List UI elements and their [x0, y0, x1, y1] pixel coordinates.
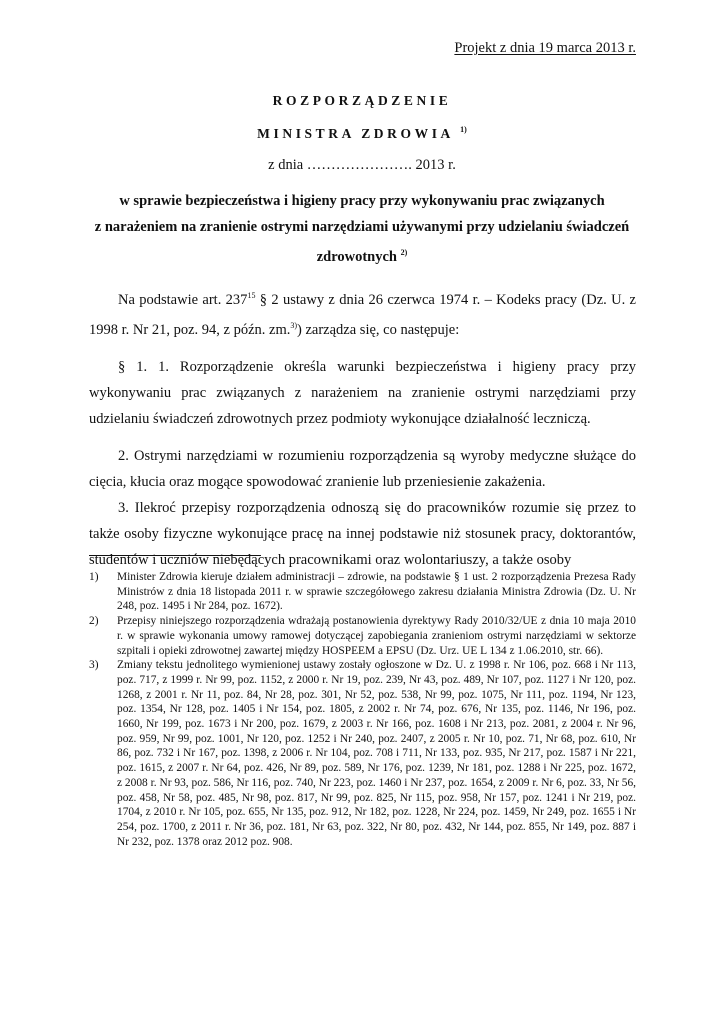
legal-basis-paragraph — [89, 283, 636, 343]
document-body — [89, 283, 636, 573]
subject-line-3-text: zdrowotnych — [316, 249, 397, 265]
subject-heading — [80, 188, 644, 270]
legal-basis-text-1: Na podstawie art. 237 — [118, 292, 248, 308]
issuer-heading — [0, 125, 724, 142]
paragraph-3: 3. Ilekroć przepisy rozporządzenia odnoszą się do pracowników rozumie się przez to także osoby fizyczne wykonujące pracę na innej podstawie niż stosunek pracy, doktorantów, studentów i uczniów niebędących pracownikami oraz wolontariuszy, a także osoby — [89, 500, 636, 568]
subject-line-1: w sprawie bezpieczeństwa i higieny pracy przy wykonywaniu prac związanych — [119, 193, 605, 209]
paragraph-2: 2. Ostrymi narzędziami w rozumieniu rozporządzenia są wyroby medyczne służące do cięcia, kłucia oraz mogące spowodować zranienie lub przeniesienie zakażenia. — [89, 448, 636, 490]
article-superscript: 15 — [247, 291, 256, 300]
legal-basis-text-2: § 2 ustawy z dnia 26 czerwca 1974 r. – Kodeks pracy (Dz. U. z 1998 r. Nr 21, poz. 94, z późn. zm. — [89, 292, 636, 338]
footnote-2 — [89, 614, 636, 658]
footnote-ref-3: 3) — [290, 321, 298, 330]
legal-basis-text-3: ) zarządza się, co następuje: — [297, 322, 460, 338]
footnote-number: 2) — [89, 615, 99, 628]
footnote-separator — [89, 555, 261, 556]
subject-line-2: z narażeniem na zranienie ostrymi narzędziami używanymi przy udzielaniu świadczeń — [94, 219, 630, 235]
footnote-text: Zmiany tekstu jednolitego wymienionej ustawy zostały ogłoszone w Dz. U. z 1998 r. Nr 106, poz. 668 i Nr 113, poz. 717, z 1999 r. Nr 99, poz. 1152, z 2000 r. Nr 19, poz. 239, Nr 43, poz. 489, Nr 107, poz. 1127 i Nr 120, poz. 1268, z 2001 r. Nr 11, poz. 84, Nr 28, poz. 301, Nr 52, poz. 538, Nr 99, poz. 1075, Nr 111, poz. 1194, Nr 123, poz. 1354, Nr 128, poz. 1405 i Nr 154, poz. 1805, z 2002 r. Nr 74, poz. 676, Nr 135, poz. 1146, Nr 196, poz. 1660, Nr 199, poz. 1673 i Nr 200, poz. 1679, z 2003 r. Nr 166, poz. 1608 i Nr 213, poz. 2081, z 2004 r. Nr 96, poz. 959, Nr 99, poz. 1001, Nr 120, poz. 1252 i Nr 240, poz. 2407, z 2005 r. Nr 10, poz. 71, Nr 68, poz. 610, Nr 86, poz. 732 i Nr 167, poz. 1398, z 2006 r. Nr 104, poz. 708 i 711, Nr 133, poz. 935, Nr 217, poz. 1587 i Nr 221, poz. 1615, z 2007 r. Nr 64, poz. 426, Nr 89, poz. 589, Nr 176, poz. 1239, Nr 181, poz. 1288 i Nr 225, poz. 1672, z 2008 r. Nr 93, poz. 586, Nr 116, poz. 740, Nr 223, poz. 1460 i Nr 237, poz. 1654, z 2009 r. Nr 6, poz. 33, Nr 56, poz. 458, Nr 58, poz. 485, Nr 98, poz. 817, Nr 99, poz. 825, Nr 115, poz. 958, Nr 157, poz. 1241 i Nr 219, poz. 1704, z 2010 r. Nr 105, poz. 655, Nr 135, poz. 912, Nr 182, poz. 1228, Nr 224, poz. 1459, Nr 249, poz. 1655 i Nr 254, poz. 1700, z 2011 r. Nr 36, poz. 181, Nr 63, poz. 322, Nr 80, poz. 432, Nr 144, poz. 855, Nr 149, poz. 887 i Nr 232, poz. 1378 oraz 2012 poz. 908. — [117, 659, 636, 848]
subject-line-3 — [80, 240, 644, 270]
footnote-1 — [89, 570, 636, 614]
document-type-heading: ROZPORZĄDZENIE — [272, 93, 452, 108]
paragraph-1: § 1. 1. Rozporządzenie określa warunki bezpieczeństwa i higieny pracy przy wykonywaniu prac związanych z narażeniem na zranienie ostrymi narzędziami przy udzielaniu świadczeń zdrowotnych przez podmioty wykonujące działalność leczniczą. — [89, 359, 636, 427]
footnote-ref-1: 1) — [460, 125, 467, 134]
footnotes-section — [89, 570, 636, 849]
footnote-text: Przepisy niniejszego rozporządzenia wdrażają postanowienia dyrektywy Rady 2010/32/UE z dnia 10 maja 2010 r. w sprawie wykonania umowy ramowej dotyczącej zapobiegania zranieniom ostrymi narzędziami w sektorze szpitali i opieki zdrowotnej zawartej między HOSPEEM a EPSU (Dz. Urz. UE L 134 z 1.06.2010, str. 66). — [117, 615, 636, 657]
footnote-number: 1) — [89, 571, 99, 583]
footnote-ref-2: 2) — [400, 248, 408, 257]
project-date-label: Projekt z dnia 19 marca 2013 r. — [454, 40, 636, 56]
footnote-3 — [89, 658, 636, 849]
document-date: z dnia …………………. 2013 r. — [268, 157, 456, 173]
issuer-name: MINISTRA ZDROWIA — [257, 126, 454, 141]
footnote-number: 3) — [89, 659, 99, 672]
footnote-text: Minister Zdrowia kieruje działem administracji – zdrowie, na podstawie § 1 ust. 2 rozporządzenia Prezesa Rady Ministrów z dnia 18 listopada 2011 r. w sprawie szczegółowego zakresu działania Ministra Zdrowia (Dz. U. Nr 248, poz. 1495 i Nr 284, poz. 1672). — [117, 571, 636, 613]
